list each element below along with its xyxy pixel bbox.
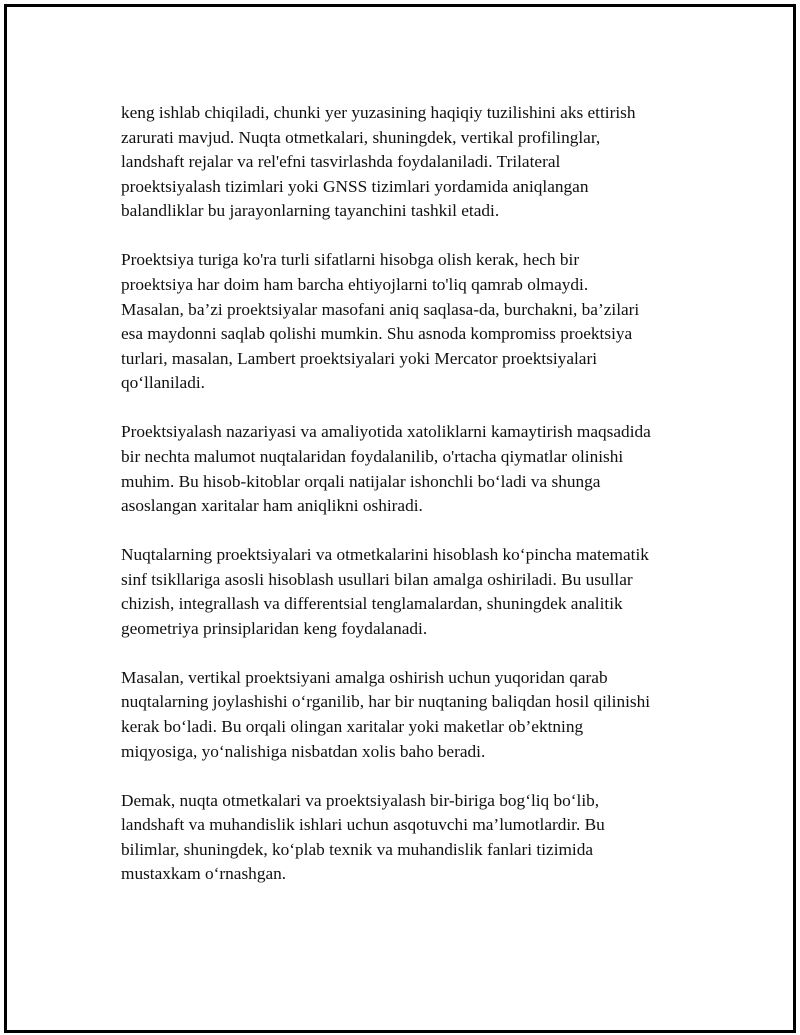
- paragraph-2: [121, 248, 701, 396]
- text-line: proektsiyalash tizimlari yoki GNSS tizimlari yordamida aniqlangan: [121, 176, 589, 196]
- text-line: Proektsiyalash nazariyasi va amaliyotida xatoliklarni kamaytirish maqsadida: [121, 422, 651, 442]
- text-line: Proektsiya turiga ko'ra turli sifatlarni hisobga olish kerak, hech bir: [121, 250, 580, 270]
- paragraph-4: [121, 543, 701, 641]
- text-line: chizish, integrallash va differentsial tenglamalardan, shuningdek analitik: [121, 594, 623, 614]
- text-line: proektsiya har doim ham barcha ehtiyojlarni to'liq qamrab olmaydi.: [121, 274, 589, 294]
- text-line: nuqtalarning joylashishi o‘rganilib, har bir nuqtaning baliqdan hosil qilinishi: [121, 692, 651, 712]
- text-line: turlari, masalan, Lambert proektsiyalari yoki Mercator proektsiyalari: [121, 348, 598, 368]
- text-line: muhim. Bu hisob-kitoblar orqali natijalar ishonchli bo‘ladi va shunga: [121, 471, 601, 491]
- text-line: sinf tsikllariga asosli hisoblash usullari bilan amalga oshiriladi. Bu usullar: [121, 569, 633, 589]
- paragraph-1: [121, 101, 701, 224]
- paragraph-3: [121, 420, 701, 518]
- paragraph-5: [121, 666, 701, 764]
- text-line: qo‘llaniladi.: [121, 373, 205, 393]
- text-line: landshaft rejalar va rel'efni tasvirlashda foydalaniladi. Trilateral: [121, 152, 561, 172]
- text-line: zarurati mavjud. Nuqta otmetkalari, shuningdek, vertikal profilinglar,: [121, 127, 601, 147]
- text-line: bilimlar, shuningdek, ko‘plab texnik va muhandislik fanlari tizimida: [121, 839, 594, 859]
- text-line: balandliklar bu jarayonlarning tayanchini tashkil etadi.: [121, 201, 500, 221]
- text-line: Nuqtalarning proektsiyalari va otmetkalarini hisoblash ko‘pincha matematik: [121, 545, 649, 565]
- text-line: esa maydonni saqlab qolishi mumkin. Shu asnoda kompromiss proektsiya: [121, 324, 633, 344]
- text-line: Masalan, ba’zi proektsiyalar masofani aniq saqlasa-da, burchakni, ba’zilari: [121, 299, 640, 319]
- paragraph-6: [121, 789, 701, 887]
- text-line: mustaxkam o‘rnashgan.: [121, 864, 287, 884]
- text-line: miqyosiga, yo‘nalishiga nisbatdan xolis baho beradi.: [121, 741, 486, 761]
- document-body: [121, 101, 701, 911]
- text-line: geometriya prinsiplaridan keng foydalanadi.: [121, 618, 428, 638]
- text-line: asoslangan xaritalar ham aniqlikni oshiradi.: [121, 496, 423, 516]
- text-line: landshaft va muhandislik ishlari uchun asqotuvchi ma’lumotlardir. Bu: [121, 815, 605, 835]
- text-line: kerak bo‘ladi. Bu orqali olingan xaritalar yoki maketlar ob’ektning: [121, 717, 584, 737]
- text-line: Masalan, vertikal proektsiyani amalga oshirish uchun yuqoridan qarab: [121, 667, 608, 687]
- page-frame: [4, 4, 796, 1033]
- text-line: keng ishlab chiqiladi, chunki yer yuzasining haqiqiy tuzilishini aks ettirish: [121, 103, 636, 122]
- text-line: bir nechta malumot nuqtalaridan foydalanilib, o'rtacha qiymatlar olinishi: [121, 446, 624, 466]
- text-line: Demak, nuqta otmetkalari va proektsiyalash bir-biriga bog‘liq bo‘lib,: [121, 790, 600, 810]
